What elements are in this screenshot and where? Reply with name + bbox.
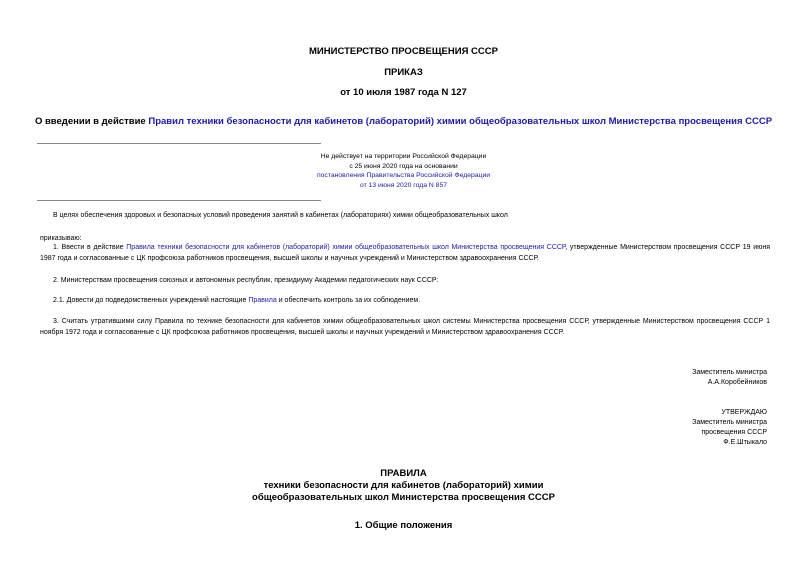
rules-subtitle-1: техники безопасности для кабинетов (лабораторий) химии — [263, 480, 544, 491]
notice-decree-link-line-1[interactable]: постановления Правительства Российской Федерации — [316, 172, 491, 180]
item-1-suffix: , утвержденные Министерством просвещения СССР 19 июня 1987 года и согласованные с ЦК профсоюза работников просвещения, высшей школы и научных учреждений и Министерством здравоохранения СССР. — [40, 244, 771, 262]
rules-heading: ПРАВИЛА — [380, 468, 427, 479]
notice-line-1: Не действует на территории Российской Федерации — [320, 153, 487, 160]
signature-position: Заместитель министра — [692, 369, 767, 376]
document-date-number: от 10 июля 1987 года N 127 — [340, 87, 467, 98]
item-1-rules-link[interactable]: Правила техники безопасности для кабинетов (лабораторий) химии общеобразовательных школ Министерства просвещения СССР — [126, 244, 566, 251]
rules-subtitle-2: общеобразовательных школ Министерства просвещения СССР — [252, 492, 555, 503]
item-1-paragraph — [40, 243, 770, 264]
item-2-1-prefix: 2.1. Довести до подведомственных учреждений настоящие — [53, 297, 249, 304]
item-2-1-suffix: и обеспечить контроль за их соблюдением. — [276, 297, 421, 304]
item-2-1-rules-link[interactable]: Правила — [248, 297, 277, 304]
notice-decree-link-line-2[interactable]: от 13 июня 2020 года N 857 — [359, 181, 448, 189]
document-title — [0, 116, 807, 127]
title-rules-link[interactable]: Правил техники безопасности для кабинетов (лабораторий) химии общеобразовательных школ Министерства просвещения СССР — [148, 116, 773, 127]
item-3-paragraph: 3. Считать утратившими силу Правила по технике безопасности для кабинетов химии общеобразовательных школ системы Министерства просвещения СССР, утвержденные Министерством просвещения СССР 1 ноября 1972 года и согласованные с ЦК профсоюза работников просвещения, высшей школы и научных учреждений и Министерством здравоохранения СССР. — [40, 318, 770, 336]
signature-name: А.А.Коробейников — [707, 379, 767, 386]
section-1-heading: 1. Общие положения — [354, 520, 453, 531]
approval-line-1: Заместитель министра — [692, 419, 767, 426]
approval-line-2: просвещения СССР — [701, 429, 767, 436]
document-type-heading: ПРИКАЗ — [384, 67, 423, 78]
signature-block — [692, 368, 767, 388]
item-1-prefix: 1. Ввести в действие — [53, 244, 127, 251]
title-prefix: О введении в действие — [34, 116, 149, 127]
status-notice — [230, 152, 577, 190]
approval-heading: УТВЕРЖДАЮ — [721, 409, 767, 416]
top-divider — [37, 143, 321, 144]
ministry-heading: МИНИСТЕРСТВО ПРОСВЕЩЕНИЯ СССР — [309, 46, 498, 57]
item-2-1-paragraph — [40, 296, 770, 307]
item-2-paragraph: 2. Министерствам просвещения союзных и автономных республик, президиуму Академии педагогических наук СССР: — [53, 277, 439, 284]
order-word: приказываю: — [40, 235, 82, 242]
notice-line-2: с 25 июня 2020 года на основании — [349, 162, 458, 170]
approval-name: Ф.Е.Штыкало — [723, 439, 767, 446]
bottom-divider — [37, 200, 321, 201]
intro-paragraph: В целях обеспечения здоровых и безопасных условий проведения занятий в кабинетах (лабораториях) химии общеобразовательных школ — [53, 212, 508, 219]
approval-block — [692, 408, 767, 448]
